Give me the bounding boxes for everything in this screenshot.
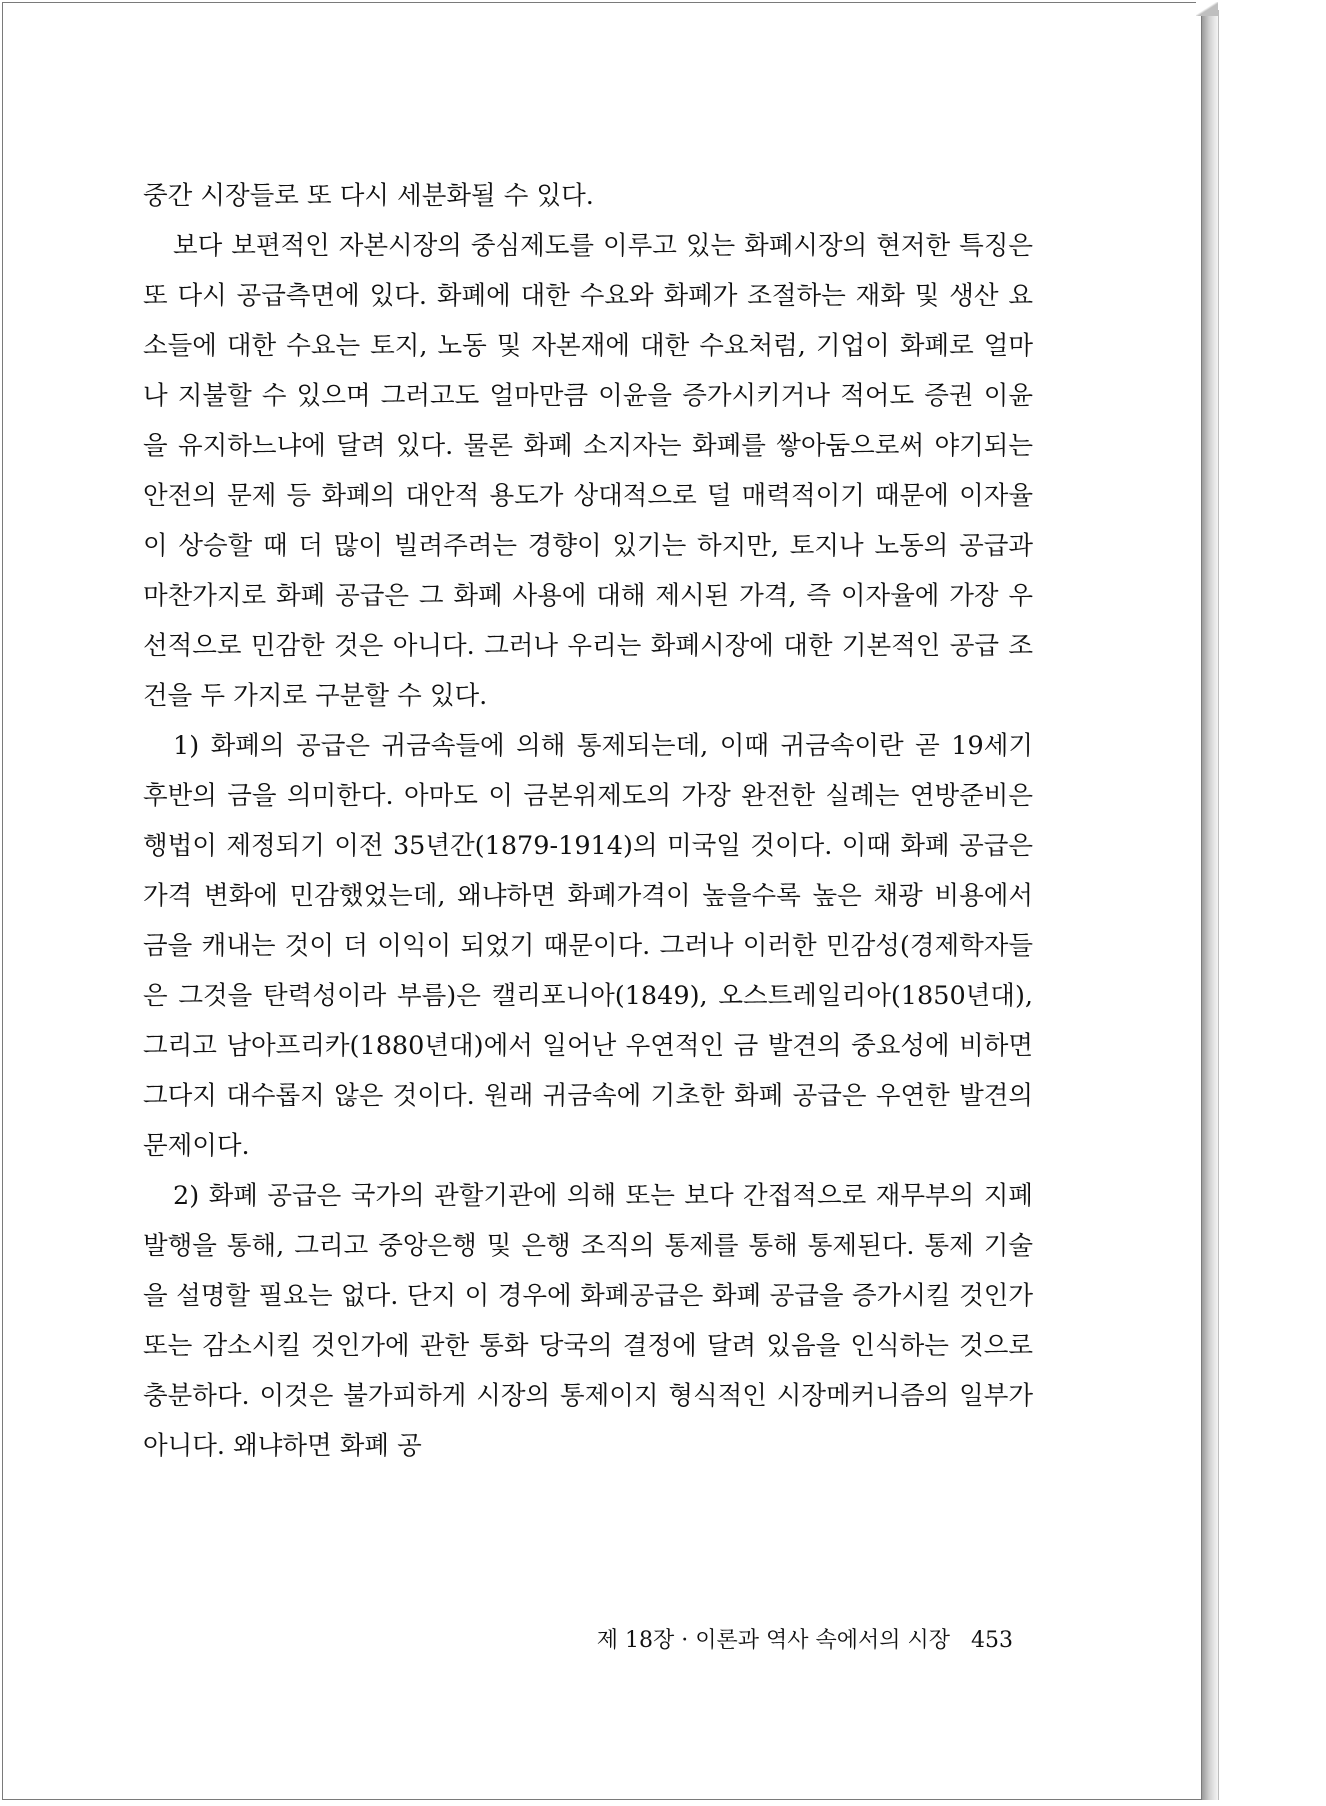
page-stack-edge [1202, 10, 1219, 1800]
paragraph-point-2: 2) 화폐 공급은 국가의 관할기관에 의해 또는 보다 간접적으로 재무부의 지폐발행을 통해, 그리고 중앙은행 및 은행 조직의 통제를 통해 통제된다. 통제 기술을 설명할 필요는 없다. 단지 이 경우에 화폐공급은 화폐 공급을 증가시킬 것인가 또는 감소시킬 것인가에 관한 통화 당국의 결정에 달려 있음을 인식하는 것으로 충분하다. 이것은 불가피하게 시장의 통제이지 형식적인 시장메커니즘의 일부가 아니다. 왜냐하면 화폐 공 [143, 1181, 1033, 1461]
paragraph-continuation: 중간 시장들로 또 다시 세분화될 수 있다. [143, 181, 594, 211]
paragraph-point-1: 1) 화폐의 공급은 귀금속들에 의해 통제되는데, 이때 귀금속이란 곧 19세기 후반의 금을 의미한다. 아마도 이 금본위제도의 가장 완전한 실례는 연방준비은행법이 제정되기 이전 35년간(1879-1914)의 미국일 것이다. 이때 화폐 공급은 가격 변화에 민감했었는데, 왜냐하면 화폐가격이 높을수록 높은 채광 비용에서 금을 캐내는 것이 더 이익이 되었기 때문이다. 그러나 이러한 민감성(경제학자들은 그것을 탄력성이라 부름)은 캘리포니아(1849), 오스트레일리아(1850년대), 그리고 남아프리카(1880년대)에서 일어난 우연적인 금 발견의 중요성에 비하면 그다지 대수롭지 않은 것이다. 원래 귀금속에 기초한 화폐 공급은 우연한 발견의 문제이다. [143, 731, 1033, 1161]
body-text [143, 171, 1033, 1471]
running-footer [543, 1623, 1013, 1654]
book-page [2, 2, 1202, 1800]
page-corner-fold [1196, 2, 1218, 16]
paragraph-money-market: 보다 보편적인 자본시장의 중심제도를 이루고 있는 화폐시장의 현저한 특징은 또 다시 공급측면에 있다. 화폐에 대한 수요와 화폐가 조절하는 재화 및 생산 요소들에 대한 수요는 토지, 노동 및 자본재에 대한 수요처럼, 기업이 화폐로 얼마나 지불할 수 있으며 그러고도 얼마만큼 이윤을 증가시키거나 적어도 증권 이윤을 유지하느냐에 달려 있다. 물론 화폐 소지자는 화폐를 쌓아둠으로써 야기되는 안전의 문제 등 화폐의 대안적 용도가 상대적으로 덜 매력적이기 때문에 이자율이 상승할 때 더 많이 빌려주려는 경향이 있기는 하지만, 토지나 노동의 공급과 마찬가지로 화폐 공급은 그 화폐 사용에 대해 제시된 가격, 즉 이자율에 가장 우선적으로 민감한 것은 아니다. 그러나 우리는 화폐시장에 대한 기본적인 공급 조건을 두 가지로 구분할 수 있다. [143, 231, 1033, 711]
page-number: 453 [971, 1628, 1013, 1653]
footer-chapter-title: 제 18장 · 이론과 역사 속에서의 시장 [596, 1628, 951, 1653]
